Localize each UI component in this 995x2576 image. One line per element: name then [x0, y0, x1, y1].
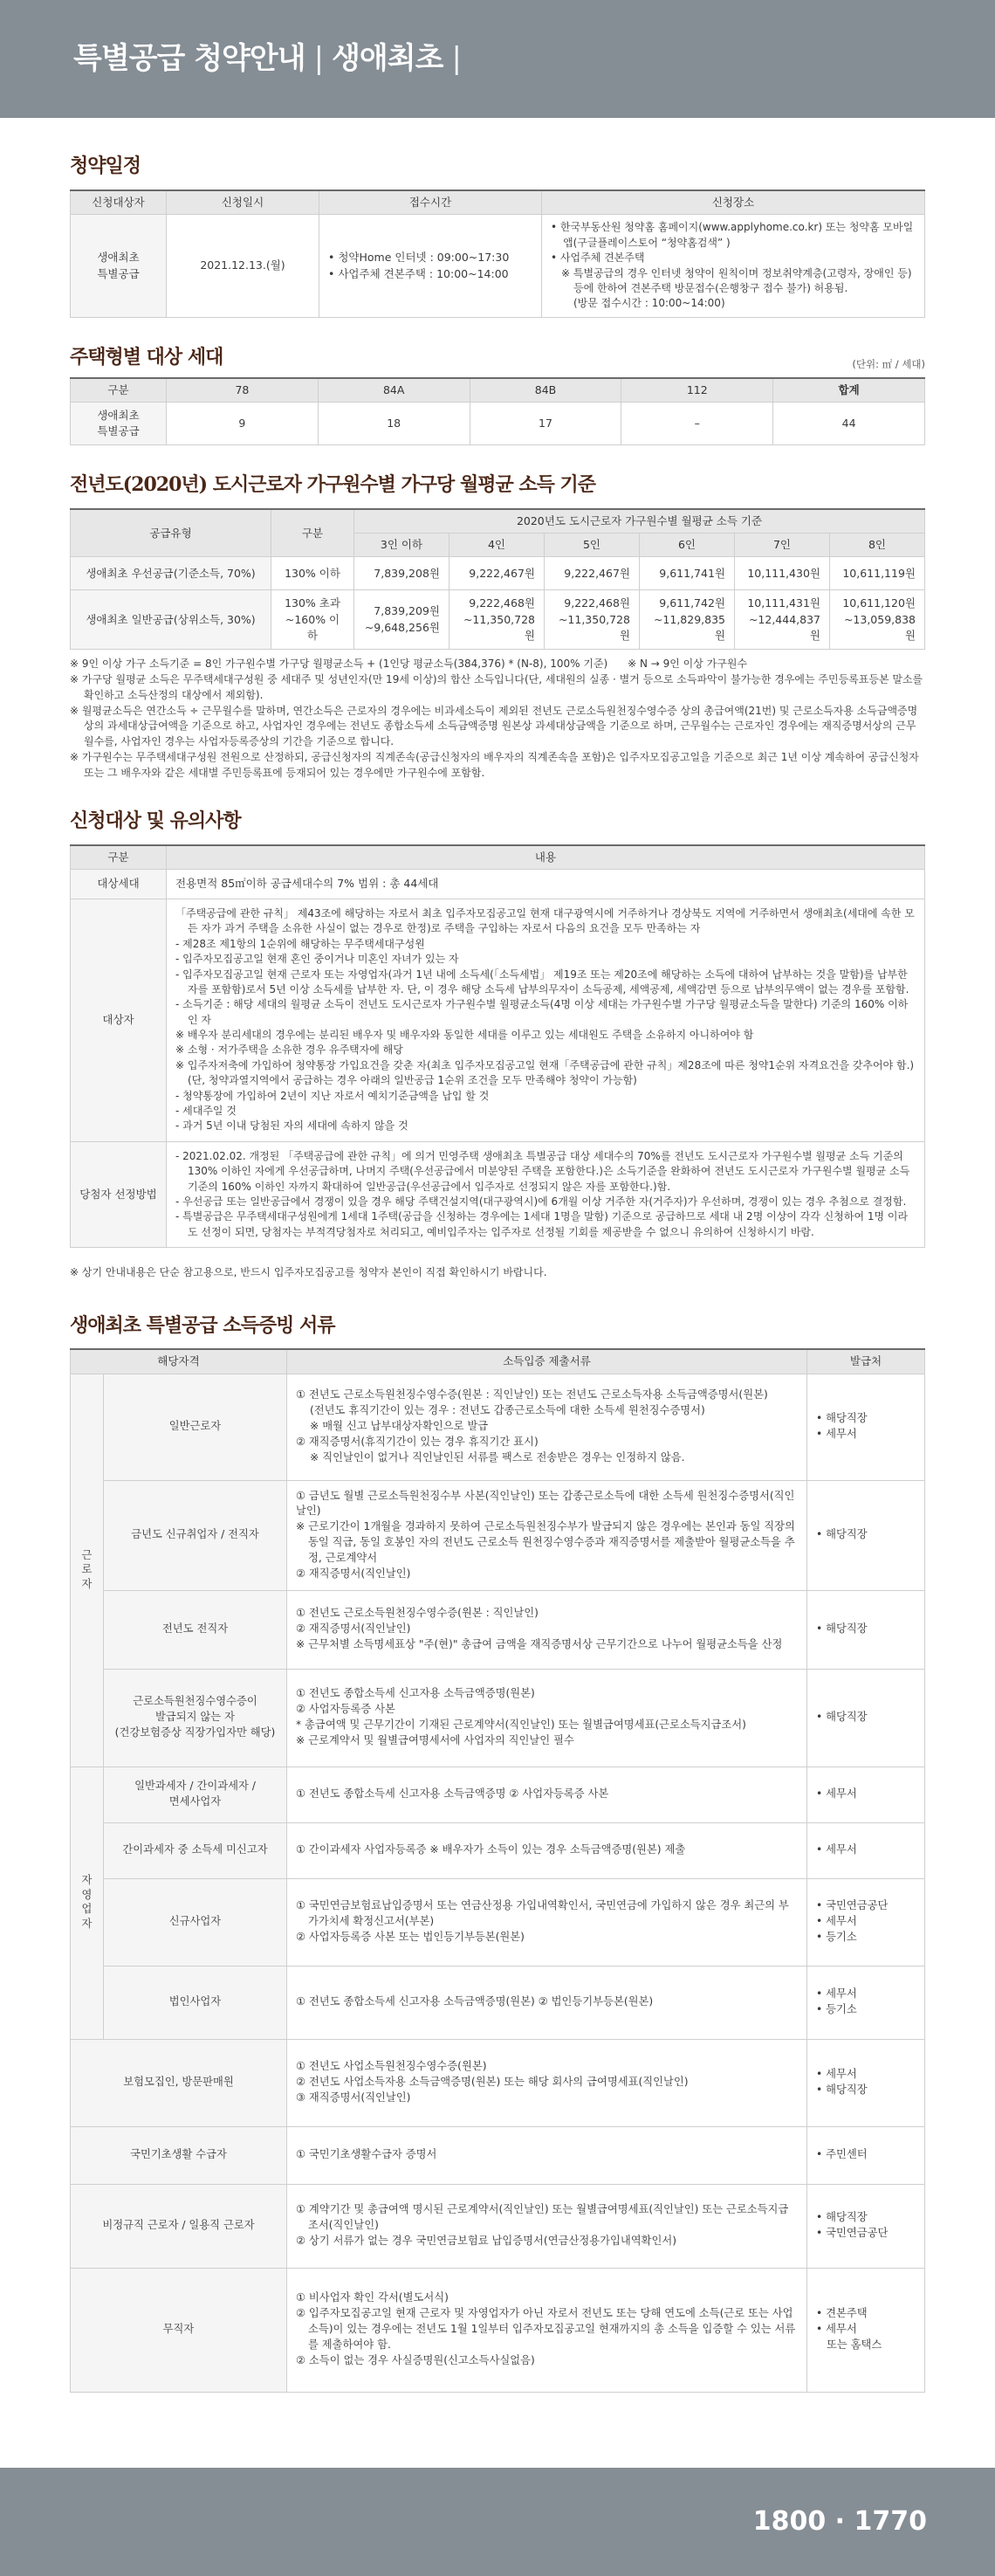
docs-row [71, 1878, 925, 1966]
docs-title: 생애최초 특별공급 소득증빙 서류 [70, 1313, 335, 1337]
eligibility-line: - 우선공급 또는 일반공급에서 경쟁이 있을 경우 해당 주택건설지역(대구광역시)에 6개월 이상 거주한 자(거주자)가 우선하며, 경쟁이 있는 경우 추첨으로 결정함. [175, 1195, 907, 1208]
docs-line: ② 재직증명서(직인날인) [296, 1622, 411, 1636]
docs-who: 근로소득원천징수영수증이 발급되지 않는 자 (건강보험증상 직장가입자만 해당) [104, 1669, 287, 1767]
docs-line: ① 전년도 사업소득원천징수영수증(원본) [296, 2060, 487, 2073]
eligibility-row [71, 1141, 925, 1247]
docs-group [71, 1767, 104, 2039]
income-header-col: 5인 [545, 534, 640, 557]
income-header-col: 4인 [449, 534, 545, 557]
schedule-header-cell: 신청일시 [167, 190, 319, 215]
income-div: 130% 초과 ~160% 이하 [271, 590, 354, 649]
schedule-title: 청약일정 [70, 155, 141, 177]
docs-who: 무직자 [71, 2268, 287, 2392]
schedule-header-cell: 접수시간 [319, 190, 542, 215]
income-value: 9,222,468원 ~11,350,728원 [449, 590, 545, 649]
schedule-date: 2021.12.13.(월) [167, 215, 319, 318]
docs-issuer [807, 1878, 925, 1966]
docs-who: 법인사업자 [104, 1966, 287, 2039]
units-header-cell: 합계 [773, 378, 925, 403]
docs-issuer [807, 1590, 925, 1669]
income-header-col: 7인 [735, 534, 830, 557]
docs-issuer-item: • 주민센터 [816, 2148, 868, 2161]
units-header-cell: 84B [470, 378, 621, 403]
docs-line: ① 전년도 근로소득원천징수영수증(원본 : 직인날인) 또는 전년도 근로소득자용 소득금액증명서(원본) [296, 1388, 768, 1402]
units-value: – [621, 403, 773, 445]
docs-issuer-item: • 해당직장 [816, 1412, 868, 1425]
page-header [0, 0, 995, 118]
docs-issuer-item: • 해당직장 [816, 2084, 868, 2097]
docs-issuer [807, 2184, 925, 2268]
eligibility-line: ※ 소형 · 저가주택을 소유한 경우 유주택자에 해당 [175, 1043, 403, 1057]
page-title [73, 38, 470, 80]
docs-issuer [807, 2126, 925, 2184]
content [0, 118, 995, 2410]
schedule-header-row [71, 190, 925, 215]
income-title: 전년도(2020년) 도시근로자 가구원수별 가구당 월평균 소득 기준 [70, 473, 596, 497]
docs-content [287, 1480, 807, 1590]
docs-content [287, 1878, 807, 1966]
income-value: 9,222,467원 [545, 557, 640, 590]
page-footer [0, 2468, 995, 2576]
docs-row [71, 2126, 925, 2184]
income-header-group: 2020년도 도시근로자 가구원수별 월평균 소득 기준 [354, 509, 925, 534]
docs-line: ① 국민기초생활수급자 증명서 [296, 2148, 437, 2161]
docs-issuer-item: • 세무서 [816, 1428, 857, 1441]
docs-table [70, 1348, 925, 2392]
docs-header-cell: 발급처 [807, 1349, 925, 1374]
docs-line: ※ 근무처별 소득명세표상 "주(현)" 총급여 금액을 재직증명서상 근무기간으로 나누어 월평균소득을 산정 [296, 1637, 783, 1650]
schedule-time-item: • 청약Home 인터넷 : 09:00~17:30 [328, 251, 510, 265]
docs-line: ① 전년도 종합소득세 신고자용 소득금액증명(원본) [296, 1687, 535, 1700]
docs-row [71, 1374, 925, 1480]
docs-line: ① 전년도 종합소득세 신고자용 소득금액증명 ② 사업자등록증 사본 [296, 1787, 609, 1801]
docs-line: ② 소득이 없는 경우 사실증명원(신고소득사실없음) [296, 2353, 535, 2366]
schedule-place-item: (방문 접수시간 : 10:00~14:00) [573, 297, 725, 310]
docs-who: 일반과세자 / 간이과세자 / 면세사업자 [104, 1767, 287, 1822]
docs-issuer-item: • 해당직장 [816, 2211, 868, 2224]
docs-issuer-item: • 해당직장 [816, 1622, 868, 1636]
eligibility-row [71, 869, 925, 899]
units-table [70, 377, 925, 445]
docs-who: 일반근로자 [104, 1374, 287, 1480]
docs-group-label: 근로자 [81, 1548, 93, 1590]
title-part-a: 특별공급 청약안내 [73, 40, 305, 76]
docs-issuer [807, 1822, 925, 1878]
docs-line: ※ 직인날인이 없거나 직인날인된 서류를 팩스로 전송받은 경우는 인정하지 않음. [310, 1450, 685, 1464]
schedule-target: 생애최초 특별공급 [71, 215, 167, 318]
income-value: 9,222,468원 ~11,350,728원 [545, 590, 640, 649]
docs-line: (전년도 휴직기간이 있는 경우 : 전년도 갑종근로소득에 대한 소득세 원천징수증명서) [310, 1404, 705, 1417]
eligibility-label: 당첨자 선정방법 [71, 1141, 167, 1247]
schedule-row [71, 215, 925, 318]
schedule-places [542, 215, 925, 318]
eligibility-line: - 과거 5년 이내 당첨된 자의 세대에 속하지 않을 것 [175, 1119, 408, 1133]
units-header-row [71, 378, 925, 403]
income-type: 생애최초 우선공급(기준소득, 70%) [71, 557, 271, 590]
docs-who: 전년도 전직자 [104, 1590, 287, 1669]
income-header-div: 구분 [271, 509, 354, 557]
docs-who: 금년도 신규취업자 / 전직자 [104, 1480, 287, 1590]
eligibility-line: - 세대주일 것 [175, 1105, 237, 1118]
eligibility-line: 「주택공급에 관한 규칙」 제43조에 해당하는 자로서 최초 입주자모집공고일 현재 대구광역시에 거주하거나 경상북도 지역에 거주하면서 생애최초(세대에 속한 모든 자가 과거 주택을 소유한 사실이 없는 경우로 한정)로 주택을 구입하는 자로서 다음의 요건을 모두 만족하는 자 [175, 906, 915, 935]
docs-line: ① 비사업자 확인 각서(별도서식) [296, 2291, 449, 2304]
docs-content [287, 1669, 807, 1767]
docs-line: ① 국민연금보험료납입증명서 또는 연금산정용 가입내역확인서, 국민연금에 가입하지 않은 경우 최근의 부가가치세 확정신고서(부본) [296, 1899, 789, 1928]
eligibility-line: - 청약통장에 가입하여 2년이 지난 자로서 예치기준금액을 납입 할 것 [175, 1089, 490, 1102]
schedule-table [70, 189, 925, 318]
docs-content [287, 2126, 807, 2184]
docs-issuer-item: • 해당직장 [816, 1528, 868, 1541]
eligibility-header-cell: 구분 [71, 845, 167, 870]
income-value: 9,611,742원 ~11,829,835원 [640, 590, 735, 649]
docs-row [71, 1767, 925, 1822]
eligibility-content [167, 899, 925, 1141]
schedule-times [319, 215, 542, 318]
docs-content [287, 2184, 807, 2268]
eligibility-header-row [71, 845, 925, 870]
income-value: 10,111,431원 ~12,444,837원 [735, 590, 830, 649]
income-div: 130% 이하 [271, 557, 354, 590]
docs-who: 간이과세자 중 소득세 미신고자 [104, 1822, 287, 1878]
income-value: 7,839,209원 ~9,648,256원 [354, 590, 449, 649]
eligibility-line: ※ 배우자 분리세대의 경우에는 분리된 배우자 및 배우자와 동일한 세대를 이루고 있는 세대원도 주택을 소유하지 아니하여야 함 [175, 1029, 754, 1042]
income-row [71, 557, 925, 590]
title-separator: | [451, 40, 461, 76]
docs-issuer-item: • 해당직장 [816, 1711, 868, 1724]
docs-line: ※ 근로계약서 및 월별급여명세서에 사업자의 직인날인 필수 [296, 1733, 574, 1746]
schedule-time-item: • 사업주체 견본주택 : 10:00~14:00 [328, 266, 509, 280]
income-note: ※ 9인 이상 가구 소득기준 = 8인 가구원수별 가구당 월평균소득 + (1인당 평균소득(384,376) * (N-8), 100% 기준) ※ N → 9인 이상 가구원수 [70, 657, 748, 670]
income-note: ※ 가구원수는 무주택세대구성원 전원으로 산정하되, 공급신청자의 직계존속(공급신청자의 배우자의 직계존속을 포함)은 입주자모집공고일을 기준으로 최근 1년 이상 계속하여 공급신청자 또는 그 배우자와 같은 세대별 주민등록표에 등재되어 있는 경우에만 가구원수에 포함함. [70, 751, 919, 779]
income-value: 10,111,430원 [735, 557, 830, 590]
docs-row [71, 1966, 925, 2039]
eligibility-line: - 특별공급은 무주택세대구성원에게 1세대 1주택(공급을 신청하는 경우에는 1세대 1명을 말함) 기준으로 공급하므로 세대 내 2명 이상이 각각 신청하여 1명 이라도 선정이 되면, 당첨자는 부적격당첨자로 처리되고, 예비입주자는 입주자로 선정될 기회를 제공받을 수 없으니 유의하여 신청하시기 바람. [175, 1210, 909, 1238]
docs-content [287, 2039, 807, 2126]
docs-line: ② 입주자모집공고일 현재 근로자 및 자영업자가 아닌 자로서 전년도 또는 당해 연도에 소득(근로 또는 사업소득)이 있는 경우에는 전년도 1월 1일부터 입주자모집공고일 현재까지의 총 소득을 입증할 수 있는 서류를 제출하여야 함. [296, 2307, 796, 2351]
docs-content [287, 1590, 807, 1669]
units-unit-note: (단위: ㎡ / 세대) [852, 358, 925, 371]
docs-header-cell: 소득입증 제출서류 [287, 1349, 807, 1374]
docs-issuer [807, 2268, 925, 2392]
income-header-row [71, 509, 925, 534]
docs-issuer [807, 1480, 925, 1590]
eligibility-disclaimer: ※ 상기 안내내용은 단순 참고용으로, 반드시 입주자모집공고를 청약자 본인이 직접 확인하시기 바랍니다. [70, 1266, 547, 1279]
docs-who: 보험모집인, 방문판매원 [71, 2039, 287, 2126]
units-row-label: 생애최초 특별공급 [71, 403, 167, 445]
income-header-col: 3인 이하 [354, 534, 449, 557]
eligibility-line: - 소득기준 : 해당 세대의 월평균 소득이 전년도 도시근로자 가구원수별 월평균소득(4명 이상 세대는 가구원수별 가구당 월평균소득을 말한다) 기준의 160% 이하인 자 [175, 998, 909, 1026]
income-type: 생애최초 일반공급(상위소득, 30%) [71, 590, 271, 649]
docs-issuer-item: • 세무서 [816, 1843, 857, 1856]
units-title: 주택형별 대상 세대 [70, 346, 223, 369]
units-header-cell: 112 [621, 378, 773, 403]
eligibility-line: - 입주자모집공고일 현재 근로자 또는 자영업자(과거 1년 내에 소득세(「소득세법」 제19조 또는 제20조에 해당하는 소득에 대하여 납부하는 것을 말함)를 납부한 자를 포함함)로서 5년 이상 소득세를 납부한 자. 단, 이 경우 해당 소득세 납부의무자이 소득공제, 세액공제, 세액감면 등으로 납부의무액이 없는 경우를 포함함. [175, 968, 909, 995]
docs-line: ② 사업자등록증 사본 또는 법인등기부등본(원본) [296, 1930, 525, 1943]
docs-issuer-item: • 국민연금공단 [816, 1899, 889, 1912]
eligibility-table [70, 844, 925, 1248]
eligibility-line: 전용면적 85㎡이하 공급세대수의 7% 범위 : 총 44세대 [167, 869, 925, 899]
eligibility-line: - 2021.02.02. 개정된 「주택공급에 관한 규칙」에 의거 민영주택 생애최초 특별공급 대상 세대수의 70%를 전년도 도시근로자 가구원수별 월평균 소득 기준의 130% 이하인 자에게 우선공급하며, 나머지 주택(우선공급에서 미분양된 주택을 포함한다.)은 소득기준을 완화하여 전년도 도시근로자 가구원수별 월평균 소득 기준의 160% 이하인 자까지 확대하여 일반공급(우선공급에서 입주자로 선정되지 않은 자를 포함한다.)함. [175, 1149, 910, 1193]
docs-row [71, 2184, 925, 2268]
docs-row [71, 2268, 925, 2392]
docs-line: ① 간이과세자 사업자등록증 ※ 배우자가 소득이 있는 경우 소득금액증명(원본) 제출 [296, 1843, 686, 1856]
docs-line: ② 상기 서류가 없는 경우 국민연금보험료 납입증명서(연금산정용가입내역확인서) [296, 2234, 677, 2247]
docs-issuer-item: • 세무서 [816, 1787, 857, 1801]
income-value: 7,839,208원 [354, 557, 449, 590]
docs-line: ② 전년도 사업소득자용 소득금액증명(원본) 또는 해당 회사의 급여명세표(직인날인) [296, 2076, 689, 2089]
title-separator: | [313, 40, 324, 76]
docs-who: 비정규직 근로자 / 일용직 근로자 [71, 2184, 287, 2268]
docs-issuer-item: • 등기소 [816, 2003, 857, 2016]
eligibility-label: 대상세대 [71, 869, 167, 899]
income-table [70, 508, 925, 650]
eligibility-header-cell: 내용 [167, 845, 925, 870]
eligibility-label: 대상자 [71, 899, 167, 1141]
income-header-col: 8인 [830, 534, 925, 557]
income-header-col: 6인 [640, 534, 735, 557]
units-row [71, 403, 925, 445]
docs-issuer [807, 1374, 925, 1480]
docs-line: ① 계약기간 및 총급여액 명시된 근로계약서(직인날인) 또는 월별급여명세표(직인날인) 또는 근로소득지급조서(직인날인) [296, 2203, 789, 2232]
docs-issuer [807, 2039, 925, 2126]
docs-issuer [807, 1669, 925, 1767]
title-part-b: 생애최초 [332, 40, 443, 76]
eligibility-line: - 입주자모집공고일 현재 혼인 중이거나 미혼인 자녀가 있는 자 [175, 953, 459, 966]
units-value: 9 [167, 403, 319, 445]
income-value: 10,611,119원 [830, 557, 925, 590]
docs-content [287, 1374, 807, 1480]
docs-issuer [807, 1767, 925, 1822]
schedule-header-cell: 신청대상자 [71, 190, 167, 215]
docs-group [71, 1374, 104, 1767]
docs-issuer [807, 1966, 925, 2039]
income-note: ※ 월평균소득은 연간소득 ÷ 근무월수를 말하며, 연간소득은 근로자의 경우에는 비과세소득이 제외된 전년도 근로소득원천징수영수증 상의 총급여액(21번) 및 근로소득자용 소득금액증명상의 과세대상급여액을 기준으로 하고, 사업자인 경우에는 전년도 종합소득세 소득금액증명 원본상 과세대상금액을 기준으로 하며, 근무월수는 근로자인 경우에는 재직증명서상의 근무월수를, 사업자인 경우는 사업자등록증상의 기간을 기준으로 합니다. [70, 704, 918, 747]
units-header-cell: 구분 [71, 378, 167, 403]
docs-line: ② 사업자등록증 사본 [296, 1703, 395, 1716]
docs-issuer-item: • 세무서 [816, 1987, 857, 2001]
docs-line: ① 금년도 월별 근로소득원천징수부 사본(직인날인) 또는 갑종근로소득에 대한 소득세 원천징수증명서(직인날인) [296, 1489, 795, 1518]
docs-row [71, 2039, 925, 2126]
docs-row [71, 1822, 925, 1878]
docs-line: ② 재직증명서(휴직기간이 있는 경우 휴직기간 표시) [296, 1435, 539, 1448]
income-header-type: 공급유형 [71, 509, 271, 557]
schedule-place-item: • 한국부동산원 청약홈 홈페이지(www.applyhome.co.kr) 또는 청약홈 모바일 앱(구글플레이스토어 “청약홈검색” ) [551, 221, 914, 249]
contact-phone: 1800 · 1770 [752, 2505, 927, 2537]
docs-issuer-item: • 등기소 [816, 1930, 857, 1943]
units-header-cell: 84A [318, 378, 470, 403]
docs-content [287, 2268, 807, 2392]
docs-content [287, 1822, 807, 1878]
income-note: ※ 가구당 월평균 소득은 무주택세대구성원 중 세대주 및 성년인자(만 19세 이상)의 합산 소득입니다(단, 세대원의 실종 · 별거 등으로 소득파악이 불가능한 경우에는 주민등록표등본 말소를 확인하고 소득산정의 대상에서 제외함). [70, 673, 923, 701]
docs-issuer-item: • 세무서 [816, 2323, 857, 2336]
docs-line: ① 전년도 근로소득원천징수영수증(원본 : 직인날인) [296, 1607, 539, 1620]
units-value: 18 [318, 403, 470, 445]
schedule-place-item: ※ 특별공급의 경우 인터넷 청약이 원칙이며 정보취약계층(고령자, 장애인 등) 등에 한하여 견본주택 방문접수(은행창구 접수 불가) 허용됨. [561, 266, 912, 294]
income-row [71, 590, 925, 649]
docs-line: ③ 재직증명서(직인날인) [296, 2090, 411, 2104]
docs-line: ※ 매월 신고 납부대상자확인으로 발급 [310, 1420, 489, 1433]
docs-line: ① 전년도 종합소득세 신고자용 소득금액증명(원본) ② 법인등기부등본(원본) [296, 1995, 654, 2008]
units-value: 44 [773, 403, 925, 445]
eligibility-title: 신청대상 및 유의사항 [70, 809, 241, 832]
docs-issuer-item: • 세무서 [816, 2068, 857, 2081]
income-value: 9,222,467원 [449, 557, 545, 590]
docs-header-row [71, 1349, 925, 1374]
eligibility-line: ※ 입주자저축에 가입하여 청약통장 가입요건을 갖춘 자(최초 입주자모집공고일 현재「주택공급에 관한 규칙」제28조에 따른 청약1순위 자격요건을 갖추어야 함.) (단, 청약과열지역에서 공급하는 경우 아래의 일반공급 1순위 조건을 모두 만족해야 청약이 가능함) [175, 1058, 915, 1087]
docs-row [71, 1590, 925, 1669]
docs-row [71, 1669, 925, 1767]
docs-issuer-item: • 국민연금공단 [816, 2227, 889, 2240]
income-notes [70, 657, 925, 781]
docs-line: ② 재직증명서(직인날인) [296, 1567, 411, 1580]
income-value: 9,611,741원 [640, 557, 735, 590]
docs-content [287, 1767, 807, 1822]
docs-header-cell: 해당자격 [71, 1349, 287, 1374]
docs-group-label: 자영업자 [81, 1874, 93, 1931]
docs-row [71, 1480, 925, 1590]
docs-who: 국민기초생활 수급자 [71, 2126, 287, 2184]
income-value: 10,611,120원 ~13,059,838원 [830, 590, 925, 649]
docs-issuer-item: • 견본주택 [816, 2307, 868, 2320]
docs-content [287, 1966, 807, 2039]
docs-who: 신규사업자 [104, 1878, 287, 1966]
eligibility-row [71, 899, 925, 1141]
docs-line: * 총급여액 및 근무기간이 기재된 근로계약서(직인날인) 또는 월별급여명세표(근로소득지급조서) [296, 1718, 746, 1732]
docs-issuer-item: 또는 홈택스 [827, 2338, 882, 2351]
docs-issuer-item: • 세무서 [816, 1915, 857, 1928]
eligibility-line: - 제28조 제1항의 1순위에 해당하는 무주택세대구성원 [175, 937, 425, 950]
units-header-cell: 78 [167, 378, 319, 403]
eligibility-content [167, 1141, 925, 1247]
docs-line: ※ 근로기간이 1개월을 경과하지 못하여 근로소득원천징수부가 발급되지 않은 경우에는 본인과 동일 직장의 동일 직급, 동일 호봉인 자의 전년도 근로소득 원천징수영수증과 재직증명서를 제출받아 월평균소득을 추정, 근로계약서 [296, 1520, 795, 1564]
schedule-header-cell: 신청장소 [542, 190, 925, 215]
units-value: 17 [470, 403, 621, 445]
schedule-place-item: • 사업주체 견본주택 [551, 251, 645, 265]
